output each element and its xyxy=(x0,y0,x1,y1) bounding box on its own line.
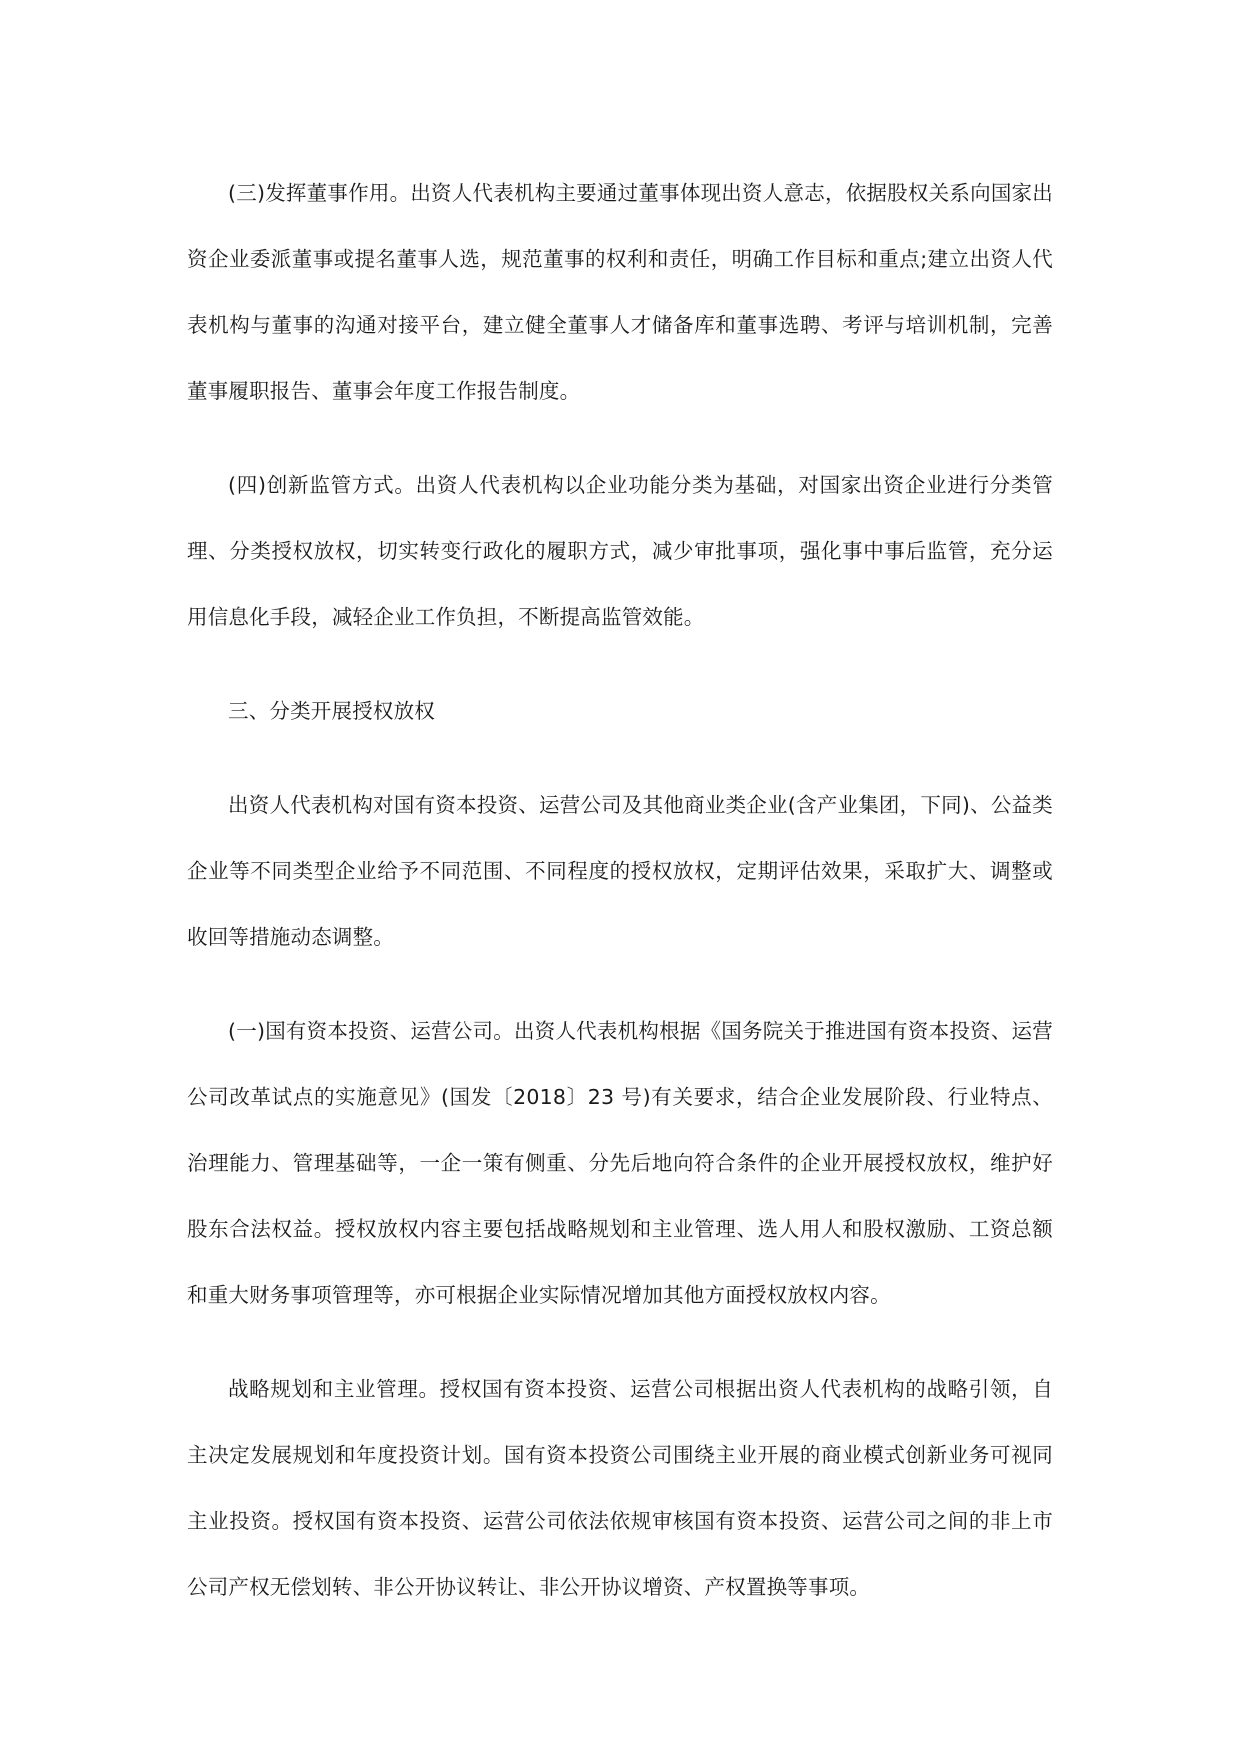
paragraph-board-role: (三)发挥董事作用。出资人代表机构主要通过董事体现出资人意志，依据股权关系向国家出资企业委派董事或提名董事人选，规范董事的权利和责任，明确工作目标和重点;建立出资人代表机构与董事的沟通对接平台，建立健全董事人才储备库和董事选聘、考评与培训机制，完善董事履职报告、董事会年度工作报告制度。 xyxy=(187,181,1053,403)
paragraph-strategic-planning: 战略规划和主业管理。授权国有资本投资、运营公司根据出资人代表机构的战略引领，自主决定发展规划和年度投资计划。国有资本投资公司围绕主业开展的商业模式创新业务可视同主业投资。授权国有资本投资、运营公司依法依规审核国有资本投资、运营公司之间的非上市公司产权无偿划转、非公开协议转让、非公开协议增资、产权置换等事项。 xyxy=(187,1377,1053,1599)
paragraph-supervision-method: (四)创新监管方式。出资人代表机构以企业功能分类为基础，对国家出资企业进行分类管理、分类授权放权，切实转变行政化的履职方式，减少审批事项，强化事中事后监管，充分运用信息化手段，减轻企业工作负担，不断提高监管效能。 xyxy=(187,473,1053,629)
paragraph-investment-companies: (一)国有资本投资、运营公司。出资人代表机构根据《国务院关于推进国有资本投资、运营公司改革试点的实施意见》(国发〔2018〕23 号)有关要求，结合企业发展阶段、行业特点、治理能力、管理基础等，一企一策有侧重、分先后地向符合条件的企业开展授权放权，维护好股东合法权益。授权放权内容主要包括战略规划和主业管理、选人用人和股权激励、工资总额和重大财务事项管理等，亦可根据企业实际情况增加其他方面授权放权内容。 xyxy=(187,1019,1053,1307)
paragraph-authorization-intro: 出资人代表机构对国有资本投资、运营公司及其他商业类企业(含产业集团，下同)、公益类企业等不同类型企业给予不同范围、不同程度的授权放权，定期评估效果，采取扩大、调整或收回等措施动态调整。 xyxy=(187,793,1053,949)
document-page xyxy=(187,160,1053,1648)
section-heading-authorization: 三、分类开展授权放权 xyxy=(228,699,435,723)
